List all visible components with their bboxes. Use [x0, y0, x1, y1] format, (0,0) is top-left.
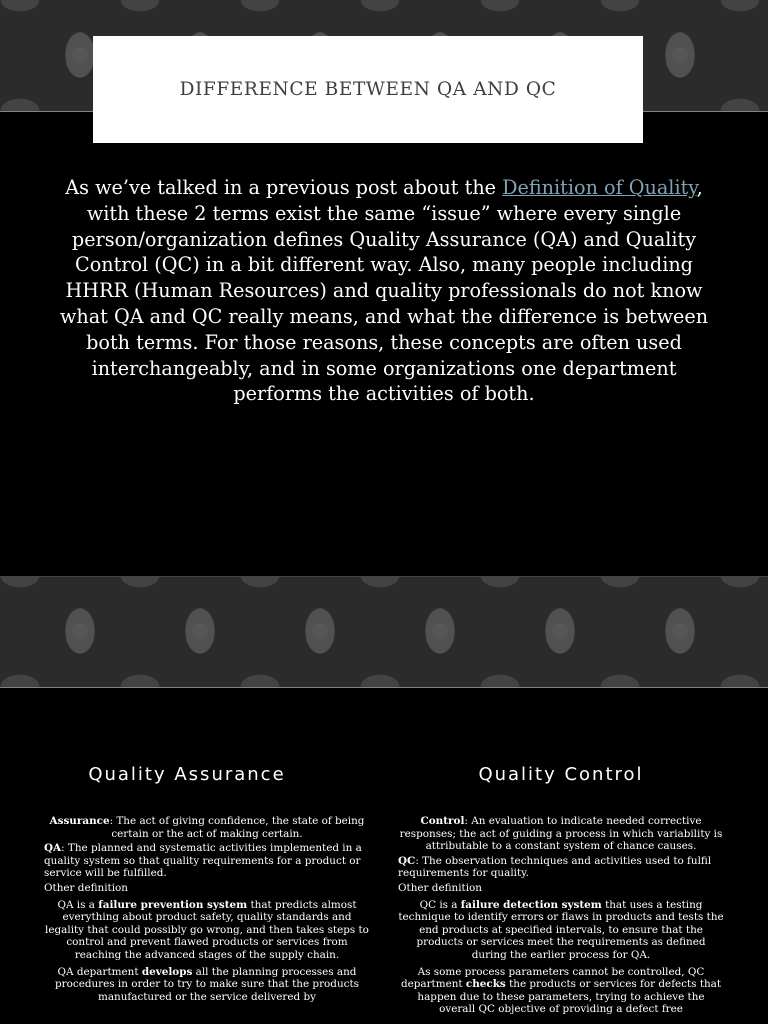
quality-assurance-column — [44, 815, 370, 1005]
qa-other-definition-label: Other definition — [44, 881, 128, 894]
qa-definition: QA: The planned and systematic activities implemented in a quality system so that quality requirements for a product or service will be fulfilled. — [44, 842, 362, 880]
quality-control-column — [398, 815, 724, 1018]
qc-department-paragraph: As some process parameters cannot be controlled, QC department checks the products or services for defects that happen due to these parameters, trying to achieve the overall QC objective of providing a defect free — [400, 965, 722, 1016]
damask-banner-middle — [0, 576, 768, 688]
intro-text-start: As we’ve talked in a previous post about the — [65, 176, 503, 199]
assurance-definition: Assurance: The act of giving confidence, the state of being certain or the act of making certain. — [49, 815, 365, 840]
slide-title: DIFFERENCE BETWEEN QA AND QC — [179, 79, 557, 100]
intro-paragraph — [48, 175, 720, 407]
control-definition: Control: An evaluation to indicate needed corrective responses; the act of guiding a process in which variability is attributable to a constant system of chance causes. — [399, 815, 723, 853]
qc-definition: QC: The observation techniques and activities used to fulfil requirements for quality. — [398, 854, 712, 880]
quality-assurance-heading: Quality Assurance — [88, 764, 286, 785]
definition-of-quality-link[interactable]: Definition of Quality — [502, 176, 697, 199]
intro-text-rest: , with these 2 terms exist the same “issue” where every single person/organization defines Quality Assurance (QA) and Quality Control (QC) in a bit different way. Also, many people including HHRR (Human Resources) and quality professionals do not know what QA and QC really means, and what the difference is between both terms. For those reasons, these concepts are often used interchangeably, and in some organizations one department performs the activities of both. — [59, 176, 709, 406]
qa-department-paragraph: QA department develops all the planning processes and procedures in order to try to make sure that the products manufactured or the service delivered by — [55, 965, 359, 1003]
qa-failure-prevention-paragraph: QA is a failure prevention system that predicts almost everything about product safety, quality standards and legality that could possibly go wrong, and then takes steps to control and prevent flawed products or services from reaching the advanced stages of the supply chain. — [45, 898, 369, 961]
quality-control-heading: Quality Control — [478, 764, 644, 785]
title-box — [93, 36, 643, 143]
qc-other-definition-label: Other definition — [398, 881, 482, 894]
qc-failure-detection-paragraph: QC is a failure detection system that uses a testing technique to identify errors or flaws in products and tests the end products at specified intervals, to ensure that the products or services meet the requirements as defined during the earlier process for QA. — [398, 898, 724, 961]
